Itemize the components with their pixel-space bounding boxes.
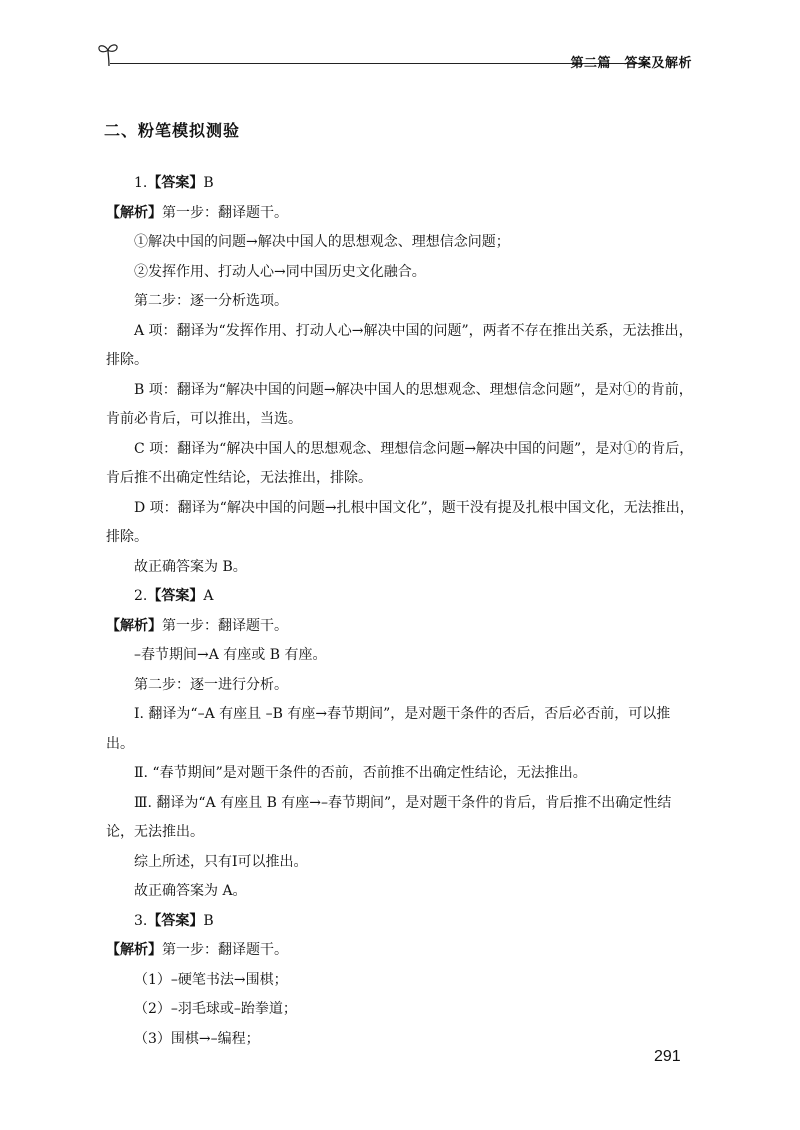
option-d: D 项：翻译为“解决中国的问题→扎根中国文化”，题干没有提及扎根中国文化，无法推出，排除。 bbox=[106, 499, 694, 545]
answer-value: B bbox=[203, 175, 214, 191]
paragraph: （3）围棋→–编程； bbox=[134, 1030, 260, 1047]
q3-analysis bbox=[106, 936, 694, 966]
question-number: 3. bbox=[134, 912, 148, 929]
paragraph: ①解决中国的问题→解决中国人的思想观念、理想信念问题； bbox=[134, 234, 510, 250]
q1-analysis bbox=[106, 199, 694, 229]
summary: 综上所述，只有Ⅰ可以推出。 bbox=[134, 853, 308, 870]
header-title: 第二篇 答案及解析 bbox=[570, 56, 692, 71]
analysis-tag: 【解析】 bbox=[106, 204, 162, 221]
paragraph: ②发挥作用、打动人心→同中国历史文化融合。 bbox=[134, 263, 426, 280]
answer-value: A bbox=[203, 588, 214, 604]
paragraph: （2）–羽毛球或–跆拳道； bbox=[134, 1001, 297, 1017]
analysis-tag: 【解析】 bbox=[106, 617, 162, 634]
paragraph: 第二步：逐一进行分析。 bbox=[134, 676, 288, 693]
paragraph: （1）–硬笔书法→围棋； bbox=[134, 971, 288, 988]
page-header bbox=[96, 40, 696, 70]
step-text: 第一步：翻译题干。 bbox=[162, 942, 288, 958]
conclusion: 故正确答案为 B。 bbox=[134, 558, 247, 575]
option-a: A 项：翻译为“发挥作用、打动人心→解决中国的问题”，两者不存在推出关系，无法推出，排除。 bbox=[106, 322, 693, 368]
analysis-tag: 【解析】 bbox=[106, 942, 162, 958]
statement-i: Ⅰ. 翻译为“–A 有座且 –B 有座→春节期间”，是对题干条件的否后，否后必否前，可以推出。 bbox=[106, 706, 671, 752]
step-text: 第一步：翻译题干。 bbox=[162, 204, 288, 221]
q2-answer bbox=[106, 582, 694, 612]
paragraph: 第二步：逐一分析选项。 bbox=[134, 293, 288, 309]
question-number: 2. bbox=[134, 588, 148, 604]
page-content bbox=[106, 169, 694, 1054]
paragraph: –春节期间→A 有座或 B 有座。 bbox=[134, 647, 327, 663]
section-title: 二、粉笔模拟测验 bbox=[104, 121, 241, 140]
q2-analysis bbox=[106, 612, 694, 642]
q3-answer bbox=[106, 907, 694, 937]
answer-tag: 【答案】 bbox=[147, 912, 204, 929]
answer-tag: 【答案】 bbox=[147, 588, 204, 604]
q1-answer bbox=[106, 169, 694, 199]
question-number: 1. bbox=[134, 175, 148, 191]
conclusion: 故正确答案为 A。 bbox=[134, 883, 247, 899]
answer-tag: 【答案】 bbox=[147, 175, 204, 191]
statement-iii: Ⅲ. 翻译为“A 有座且 B 有座→–春节期间”，是对题干条件的肯后，肯后推不出确定性结论，无法推出。 bbox=[106, 794, 672, 840]
answer-value: B bbox=[203, 912, 214, 929]
step-text: 第一步：翻译题干。 bbox=[162, 617, 288, 634]
option-c: C 项：翻译为“解决中国人的思想观念、理想信念问题→解决中国的问题”，是对①的肯后，肯后推不出确定性结论，无法推出，排除。 bbox=[106, 440, 694, 486]
page-number: 291 bbox=[654, 1048, 681, 1065]
header-rule bbox=[110, 63, 650, 64]
statement-ii: Ⅱ. “春节期间”是对题干条件的否前，否前推不出确定性结论，无法推出。 bbox=[134, 765, 587, 781]
option-b: B 项：翻译为“解决中国的问题→解决中国人的思想观念、理想信念问题”，是对①的肯前，肯前必肯后，可以推出，当选。 bbox=[106, 381, 693, 427]
